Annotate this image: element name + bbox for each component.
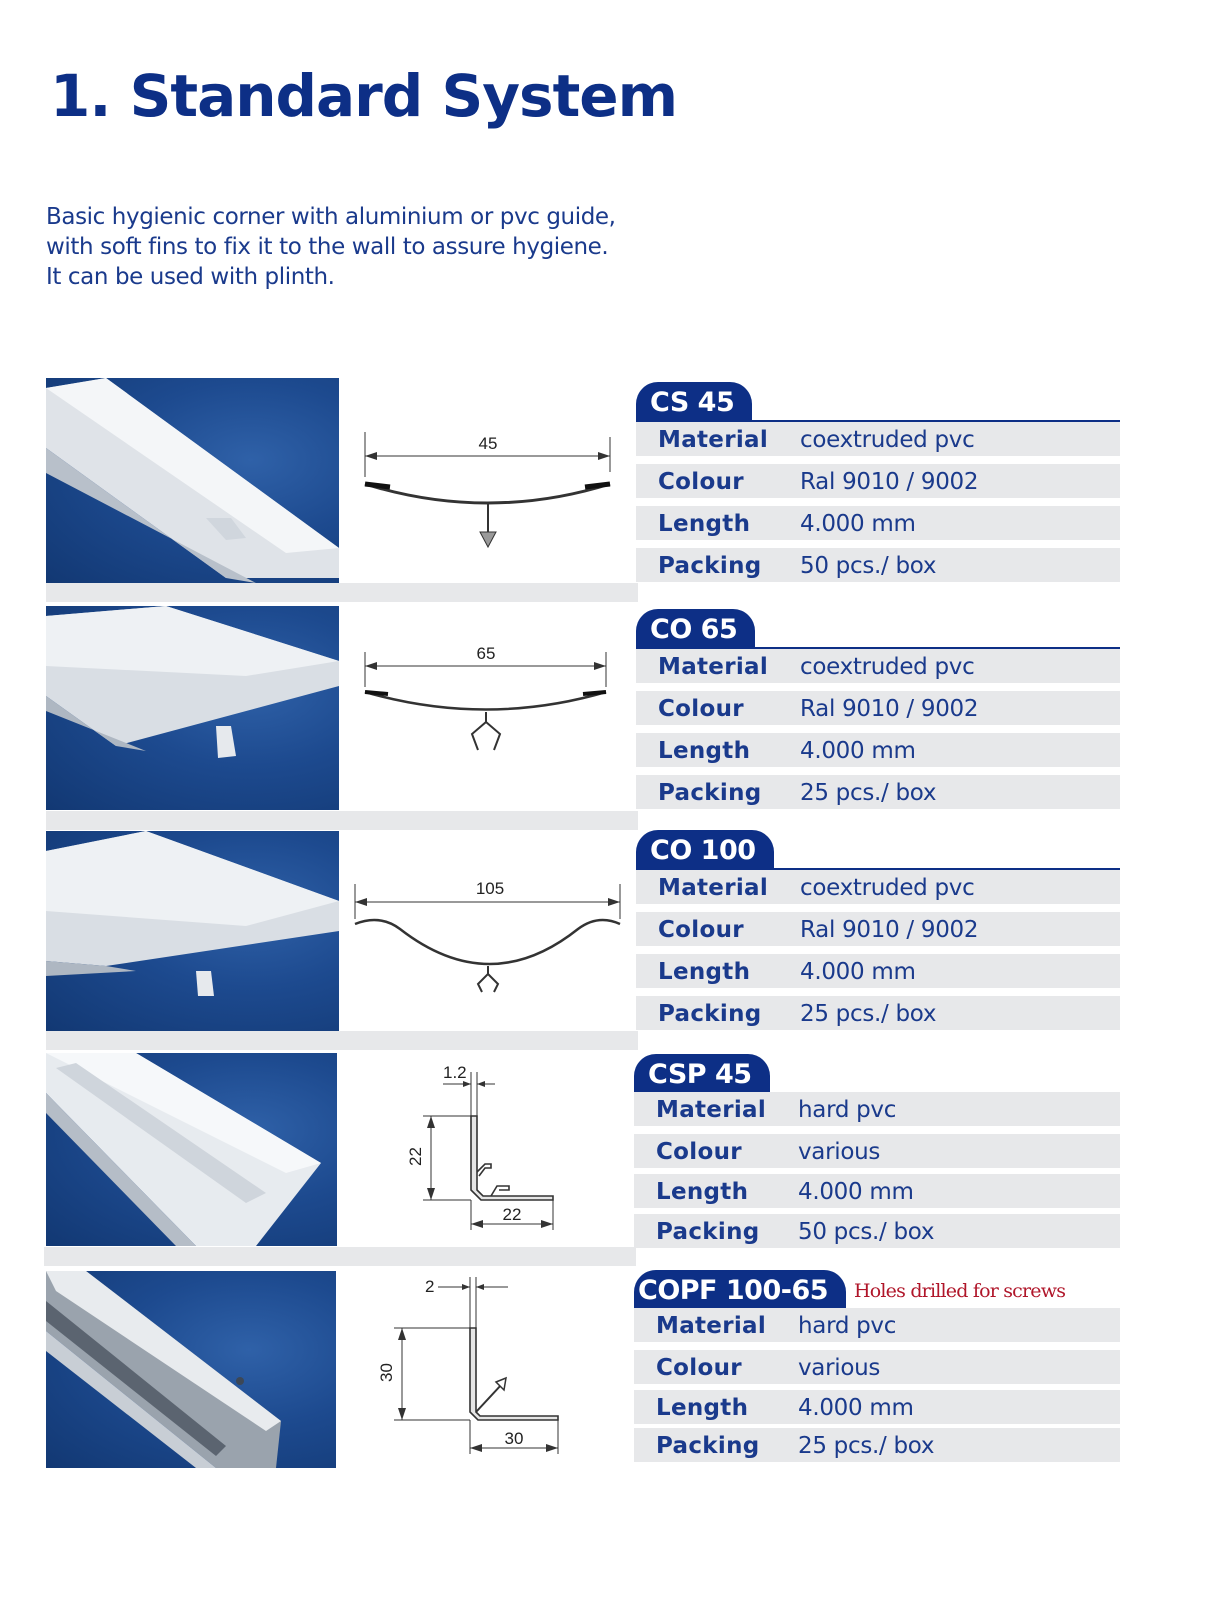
product-code-tab: CO 100 [636,830,774,870]
intro-text [46,202,626,292]
dim-width-label: 45 [478,434,498,453]
spec-row-length: Length 4.000 mm [634,1390,1120,1424]
spec-row-packing: Packing 25 pcs./ box [636,996,1120,1030]
row-divider [46,583,638,602]
spec-row-colour: Colour Ral 9010 / 9002 [636,912,1120,946]
page-title: 1. Standard System [50,62,678,130]
product-code-tab: CS 45 [636,382,752,422]
spec-row-colour: Colour various [634,1350,1120,1384]
dim-height-label: 22 [406,1147,425,1166]
spec-row-material: Material hard pvc [634,1092,1120,1126]
spec-block-co100 [636,830,1120,1032]
row-divider [46,811,638,830]
spec-row-length: Length 4.000 mm [634,1174,1120,1208]
dim-width-label: 65 [476,644,496,663]
product-code-tab: CO 65 [636,609,755,649]
profile-drawing-co100 [350,874,630,1004]
profile-drawing-co65 [360,642,620,772]
dim-width-label: 22 [502,1205,522,1224]
dim-width-label: 30 [504,1429,524,1448]
spec-block-copf [634,1270,1120,1466]
spec-row-packing: Packing 50 pcs./ box [634,1214,1120,1248]
intro-line: Basic hygienic corner with aluminium or pvc guide, [46,204,616,230]
row-divider [46,1031,638,1050]
product-photo-copf [46,1271,336,1468]
intro-line: with soft fins to fix it to the wall to assure hygiene. [46,234,609,260]
dim-height-label: 30 [377,1363,396,1382]
spec-row-length: Length 4.000 mm [636,733,1120,767]
spec-row-colour: Colour various [634,1134,1120,1168]
dim-thickness-label: 1.2 [443,1063,467,1082]
product-photo-co65 [46,606,339,810]
product-photo-cs45 [46,378,339,583]
product-photo-csp45 [46,1053,337,1246]
profile-drawing-copf [370,1272,580,1462]
spec-row-length: Length 4.000 mm [636,954,1120,988]
profile-drawing-cs45 [360,432,620,562]
profile-drawing-csp45 [405,1060,590,1240]
spec-row-colour: Colour Ral 9010 / 9002 [636,691,1120,725]
spec-row-length: Length 4.000 mm [636,506,1120,540]
spec-row-material: Material coextruded pvc [636,649,1120,683]
intro-line: It can be used with plinth. [46,264,335,290]
spec-row-material: Material hard pvc [634,1308,1120,1342]
holes-note: Holes drilled for screws [854,1280,1066,1302]
spec-row-material: Material coextruded pvc [636,422,1120,456]
spec-block-co65 [636,609,1120,811]
spec-row-packing: Packing 50 pcs./ box [636,548,1120,582]
spec-block-csp45 [634,1054,1120,1250]
row-divider [44,1247,636,1266]
spec-row-packing: Packing 25 pcs./ box [634,1428,1120,1462]
product-photo-co100 [46,831,339,1031]
dim-thickness-label: 2 [425,1277,435,1296]
product-code-tab: CSP 45 [634,1054,770,1094]
spec-row-material: Material coextruded pvc [636,870,1120,904]
spec-row-colour: Colour Ral 9010 / 9002 [636,464,1120,498]
dim-width-label: 105 [475,879,505,898]
spec-block-cs45 [636,382,1120,584]
spec-row-packing: Packing 25 pcs./ box [636,775,1120,809]
product-code-tab: COPF 100-65 [634,1270,846,1310]
